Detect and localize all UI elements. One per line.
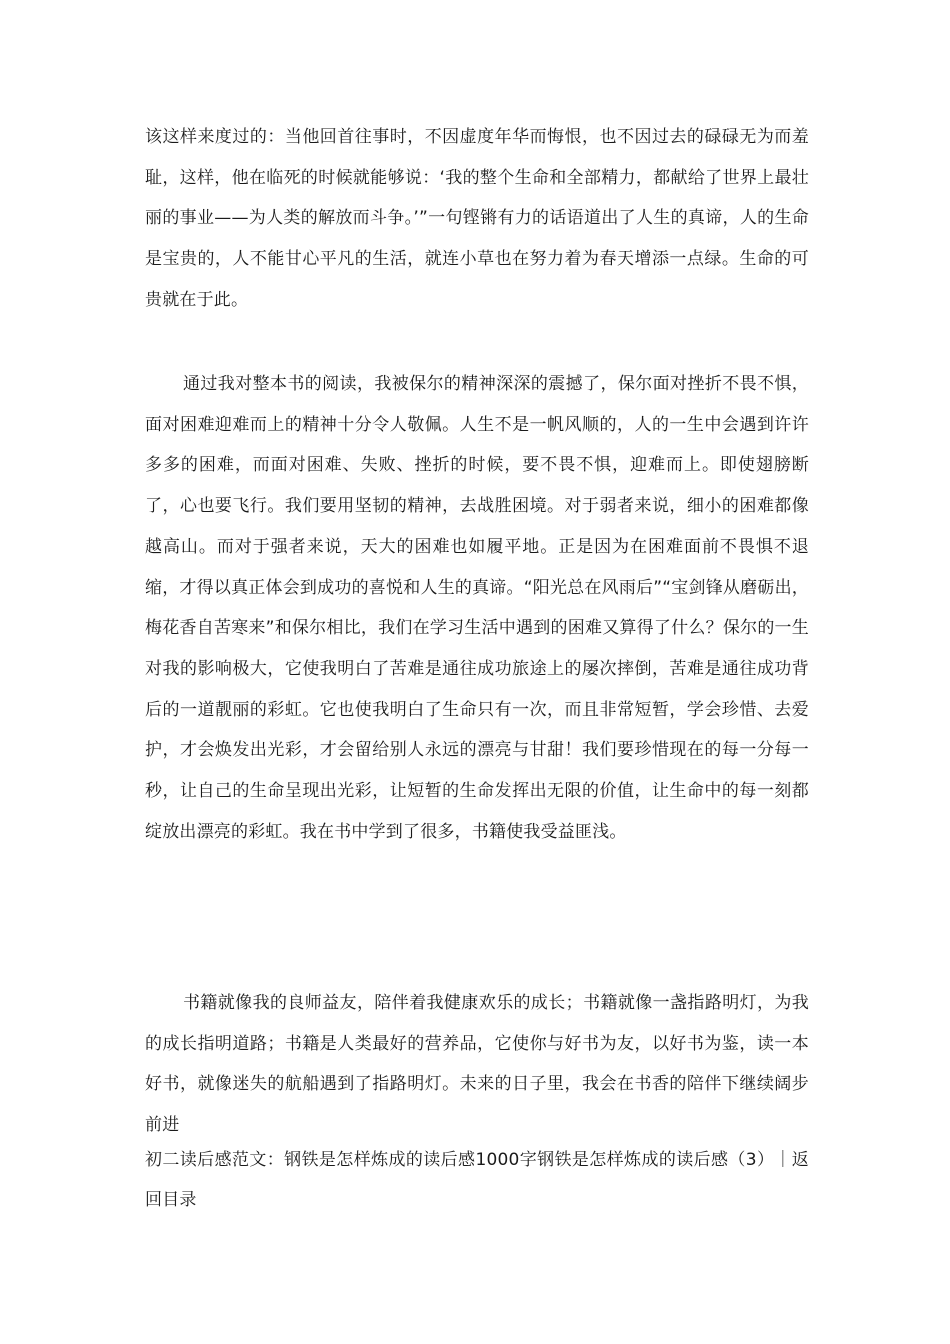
paragraph-3-container bbox=[145, 983, 809, 1146]
paragraph-2-container bbox=[145, 364, 809, 852]
paragraph-3: 书籍就像我的良师益友，陪伴着我健康欢乐的成长；书籍就像一盏指路明灯，为我的成长指明道路；书籍是人类最好的营养品，它使你与好书为友，以好书为鉴，读一本好书，就像迷失的航船遇到了指路明灯。未来的日子里，我会在书香的陪伴下继续阔步前进 bbox=[145, 993, 809, 1136]
return-to-contents-link[interactable]: ｜返回目录 bbox=[145, 1150, 809, 1210]
footer-line bbox=[145, 1140, 809, 1220]
footer-title: 初二读后感范文：钢铁是怎样炼成的读后感1000字钢铁是怎样炼成的读后感（3） bbox=[145, 1150, 775, 1170]
paragraph-2: 通过我对整本书的阅读，我被保尔的精神深深的震撼了，保尔面对挫折不畏不惧，面对困难迎难而上的精神十分令人敬佩。人生不是一帆风顺的，人的一生中会遇到许许多多的困难，而面对困难、失败、挫折的时候，要不畏不惧，迎难而上。即使翅膀断了，心也要飞行。我们要用坚韧的精神，去战胜困境。对于弱者来说，细小的困难都像越高山。而对于强者来说，天大的困难也如履平地。正是因为在困难面前不畏惧不退缩，才得以真正体会到成功的喜悦和人生的真谛。“阳光总在风雨后”“宝剑锋从磨砺出，梅花香自苦寒来”和保尔相比，我们在学习生活中遇到的困难又算得了什么？保尔的一生对我的影响极大，它使我明白了苦难是通往成功旅途上的屡次摔倒，苦难是通往成功背后的一道靓丽的彩虹。它也使我明白了生命只有一次，而且非常短暂，学会珍惜、去爱护，才会焕发出光彩，才会留给别人永远的漂亮与甘甜！我们要珍惜现在的每一分每一秒，让自己的生命呈现出光彩，让短暂的生命发挥出无限的价值，让生命中的每一刻都绽放出漂亮的彩虹。我在书中学到了很多，书籍使我受益匪浅。 bbox=[145, 374, 809, 842]
paragraph-1-container bbox=[145, 117, 809, 321]
paragraph-1: 该这样来度过的：当他回首往事时，不因虚度年华而悔恨，也不因过去的碌碌无为而羞耻，这样，他在临死的时候就能够说：‘我的整个生命和全部精力，都献给了世界上最壮丽的事业——为人类的解放而斗争。’”一句铿锵有力的话语道出了人生的真谛，人的生命是宝贵的，人不能甘心平凡的生活，就连小草也在努力着为春天增添一点绿。生命的可贵就在于此。 bbox=[145, 127, 809, 310]
footer-section bbox=[145, 1140, 809, 1220]
